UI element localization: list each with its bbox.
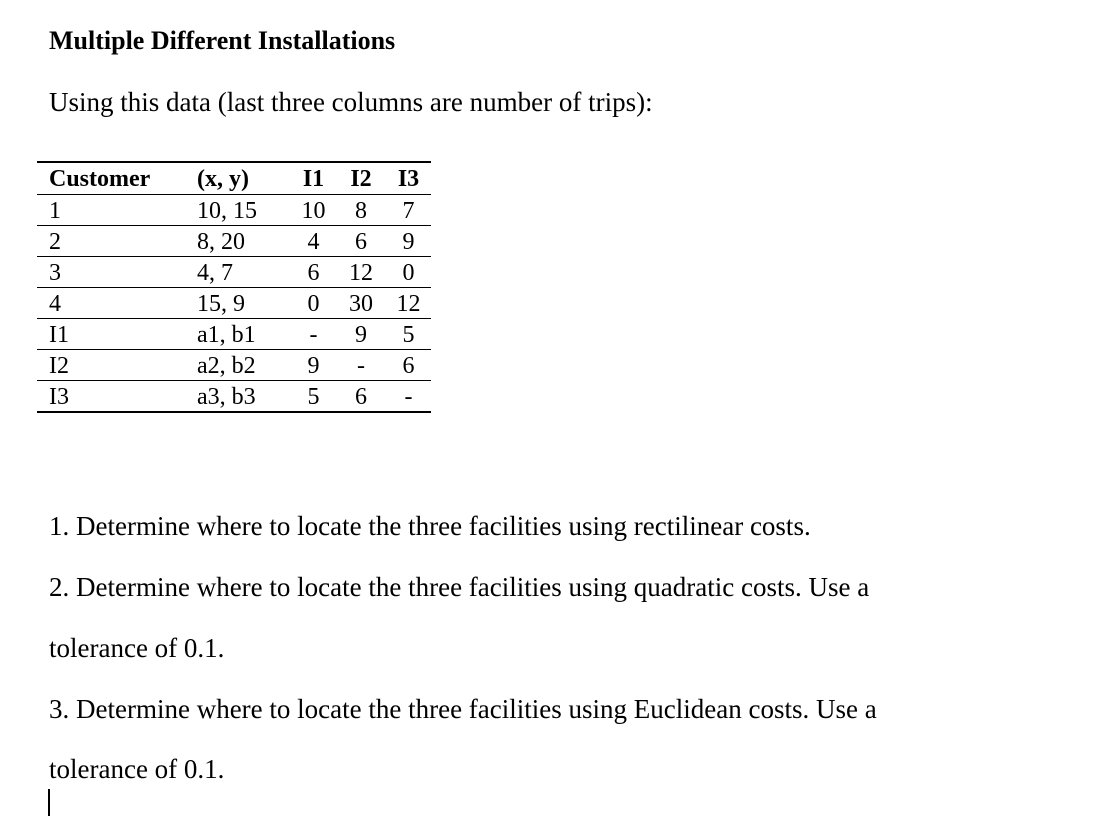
cell-customer: I2 (49, 353, 69, 379)
table-row (37, 257, 431, 288)
table-row (37, 226, 431, 257)
cell-i2: 8 (355, 198, 367, 224)
cell-xy: a3, b3 (197, 384, 256, 410)
question-3-continued: tolerance of 0.1. (49, 754, 225, 784)
cell-i2: 6 (355, 229, 367, 255)
cell-customer: 4 (49, 291, 61, 317)
table-row (37, 350, 431, 381)
table-row (37, 319, 431, 350)
cell-i1: 9 (307, 353, 320, 379)
cell-i1: 0 (307, 291, 320, 317)
header-i2: I2 (350, 166, 372, 192)
cell-i3: 6 (402, 353, 415, 379)
text-cursor[interactable] (48, 789, 50, 816)
header-i1: I1 (302, 166, 325, 192)
table-row (37, 195, 431, 226)
cell-i3: 0 (402, 260, 415, 286)
header-customer: Customer (49, 166, 151, 192)
cell-customer: 2 (49, 229, 61, 255)
cell-customer: 1 (49, 198, 61, 224)
table-header-row (37, 162, 431, 195)
cell-xy: 8, 20 (197, 229, 245, 255)
cell-i3: 9 (402, 229, 415, 255)
header-i3: I3 (397, 166, 420, 192)
cell-xy: 15, 9 (197, 291, 245, 317)
cell-i2: 12 (349, 260, 373, 286)
cell-i1: 6 (307, 260, 320, 286)
cell-i1: 10 (301, 198, 326, 224)
cell-customer: 3 (49, 260, 61, 286)
cell-i3: 5 (402, 322, 415, 348)
cell-i1: - (309, 322, 318, 348)
table-row (37, 288, 431, 319)
cell-i2: 30 (349, 291, 373, 317)
cell-i3: 7 (402, 198, 415, 224)
cell-xy: a1, b1 (197, 322, 256, 348)
question-2: 2. Determine where to locate the three facilities using quadratic costs. Use a (49, 572, 870, 602)
question-2-continued: tolerance of 0.1. (49, 633, 225, 663)
cell-customer: I1 (49, 322, 69, 348)
cell-customer: I3 (49, 384, 69, 410)
cell-xy: 4, 7 (197, 260, 233, 286)
header-xy: (x, y) (197, 166, 249, 192)
cell-i2: - (357, 353, 365, 379)
document-title: Multiple Different Installations (49, 26, 396, 55)
table-row (37, 381, 431, 413)
cell-i1: 4 (307, 229, 320, 255)
intro-text: Using this data (last three columns are number of trips): (49, 87, 653, 117)
cell-i3: - (404, 384, 413, 410)
cell-i3: 12 (396, 291, 421, 317)
cell-i2: 6 (355, 384, 367, 410)
cell-xy: a2, b2 (197, 353, 256, 379)
cell-xy: 10, 15 (197, 198, 257, 224)
data-table (37, 161, 431, 413)
question-3: 3. Determine where to locate the three facilities using Euclidean costs. Use a (49, 694, 877, 724)
cell-i2: 9 (355, 322, 367, 348)
question-1: 1. Determine where to locate the three facilities using rectilinear costs. (49, 511, 811, 541)
cell-i1: 5 (307, 384, 320, 410)
